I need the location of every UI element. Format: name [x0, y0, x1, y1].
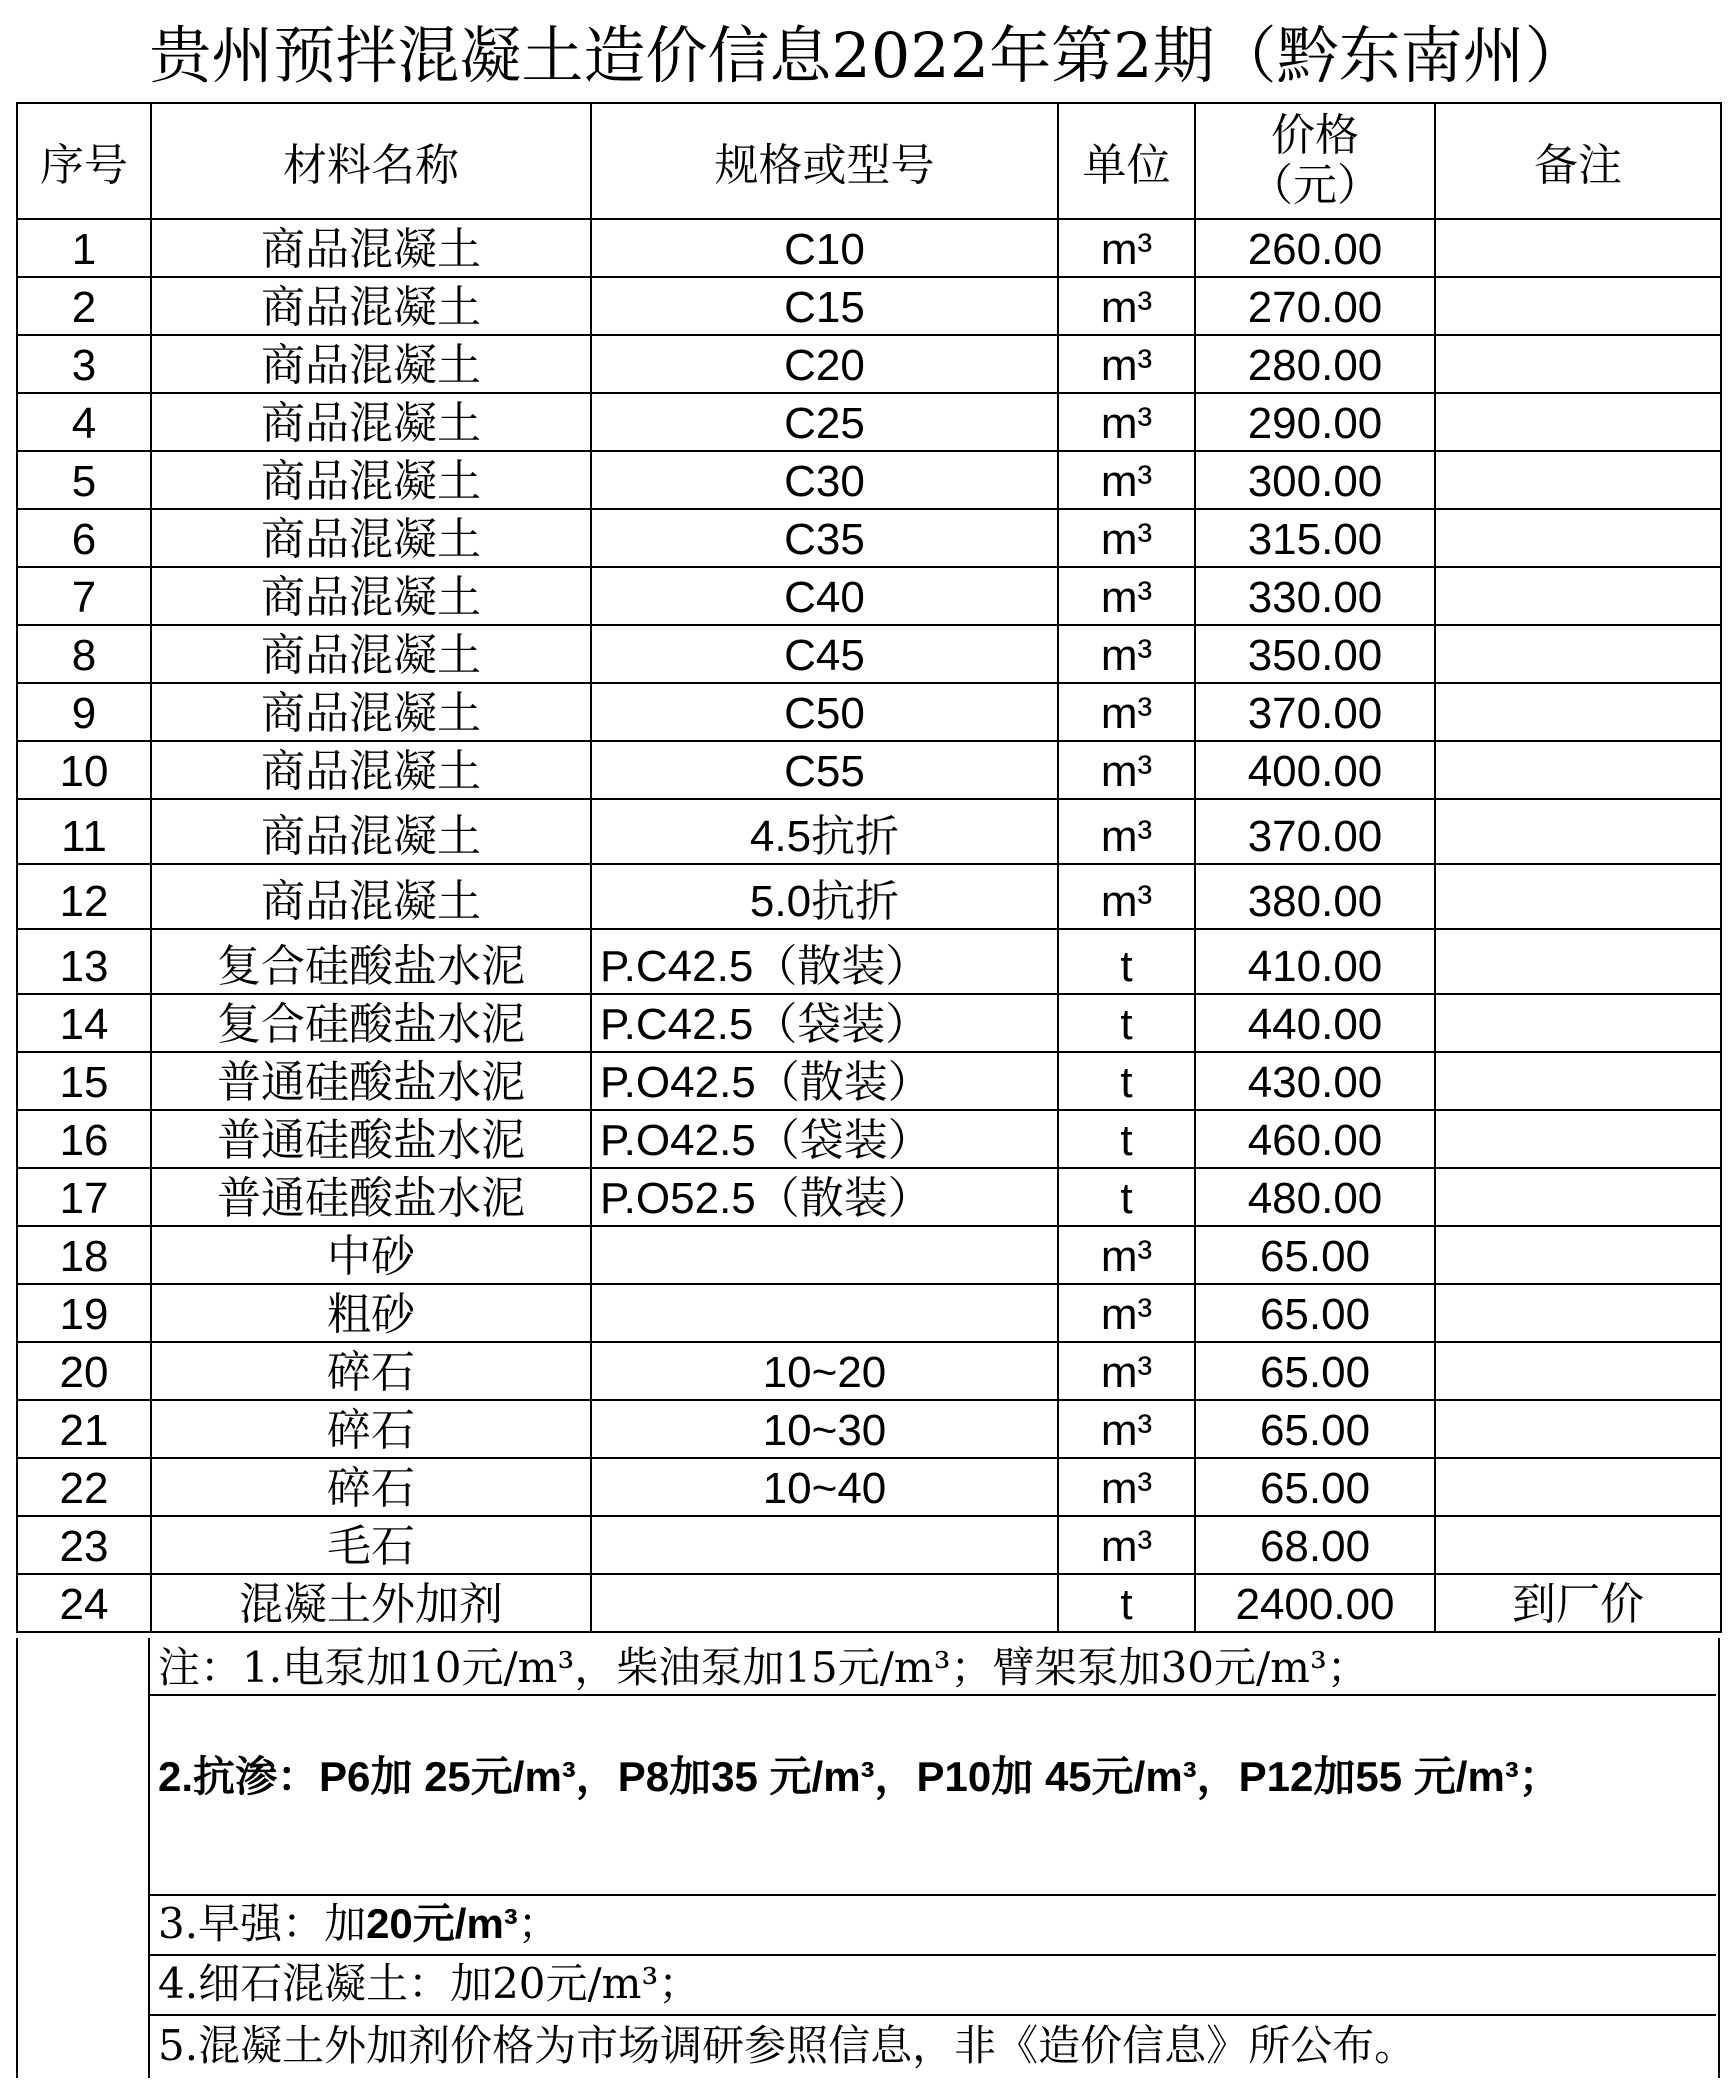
cell-remark	[1435, 277, 1721, 335]
header-price-line2: （元）	[1249, 160, 1381, 211]
cell-remark	[1435, 1284, 1721, 1342]
cell-index: 9	[17, 683, 151, 741]
cell-remark	[1435, 994, 1721, 1052]
cell-index: 6	[17, 509, 151, 567]
cell-name: 混凝土外加剂	[151, 1574, 591, 1632]
cell-name: 商品混凝土	[151, 393, 591, 451]
cell-unit: m³	[1058, 1284, 1195, 1342]
cell-unit: m³	[1058, 864, 1195, 929]
cell-name: 碎石	[151, 1400, 591, 1458]
table-row	[17, 1458, 1721, 1516]
cell-price: 440.00	[1195, 994, 1435, 1052]
notes-left-cell	[16, 1638, 150, 2078]
cell-index: 18	[17, 1226, 151, 1284]
cell-spec	[591, 1284, 1058, 1342]
header-name: 材料名称	[151, 103, 591, 219]
table-row	[17, 1342, 1721, 1400]
note-5: 5.混凝土外加剂价格为市场调研参照信息，非《造价信息》所公布。	[158, 2021, 1417, 2070]
cell-unit: m³	[1058, 1226, 1195, 1284]
cell-unit: m³	[1058, 451, 1195, 509]
cell-unit: m³	[1058, 1400, 1195, 1458]
table-row	[17, 277, 1721, 335]
cell-remark	[1435, 929, 1721, 994]
cell-index: 17	[17, 1168, 151, 1226]
cell-price: 380.00	[1195, 864, 1435, 929]
cell-price: 350.00	[1195, 625, 1435, 683]
cell-remark	[1435, 1458, 1721, 1516]
cell-remark	[1435, 1168, 1721, 1226]
cell-name: 商品混凝土	[151, 219, 591, 277]
price-table	[16, 102, 1722, 1633]
cell-spec: C45	[591, 625, 1058, 683]
cell-spec	[591, 1226, 1058, 1284]
cell-index: 15	[17, 1052, 151, 1110]
cell-spec: P.O42.5（袋装）	[591, 1110, 1058, 1168]
cell-name: 毛石	[151, 1516, 591, 1574]
cell-unit: m³	[1058, 335, 1195, 393]
cell-price: 270.00	[1195, 277, 1435, 335]
cell-name: 碎石	[151, 1342, 591, 1400]
cell-unit: m³	[1058, 567, 1195, 625]
table-row	[17, 1574, 1721, 1632]
cell-name: 普通硅酸盐水泥	[151, 1168, 591, 1226]
header-remark: 备注	[1435, 103, 1721, 219]
cell-remark	[1435, 864, 1721, 929]
header-index: 序号	[17, 103, 151, 219]
cell-name: 中砂	[151, 1226, 591, 1284]
cell-index: 19	[17, 1284, 151, 1342]
cell-price: 65.00	[1195, 1400, 1435, 1458]
cell-unit: m³	[1058, 799, 1195, 864]
cell-spec: 5.0抗折	[591, 864, 1058, 929]
cell-spec: C55	[591, 741, 1058, 799]
cell-price: 400.00	[1195, 741, 1435, 799]
page-title: 贵州预拌混凝土造价信息2022年第2期（黔东南州）	[149, 19, 1587, 92]
cell-index: 10	[17, 741, 151, 799]
cell-spec: C35	[591, 509, 1058, 567]
cell-name: 商品混凝土	[151, 625, 591, 683]
cell-name: 粗砂	[151, 1284, 591, 1342]
cell-price: 290.00	[1195, 393, 1435, 451]
cell-index: 7	[17, 567, 151, 625]
cell-index: 24	[17, 1574, 151, 1632]
cell-spec: C50	[591, 683, 1058, 741]
cell-price: 315.00	[1195, 509, 1435, 567]
cell-unit: m³	[1058, 683, 1195, 741]
cell-price: 2400.00	[1195, 1574, 1435, 1632]
cell-name: 复合硅酸盐水泥	[151, 994, 591, 1052]
cell-unit: m³	[1058, 1516, 1195, 1574]
table-row	[17, 799, 1721, 864]
header-unit: 单位	[1058, 103, 1195, 219]
table-header-row	[17, 103, 1721, 219]
cell-price: 65.00	[1195, 1284, 1435, 1342]
cell-remark	[1435, 799, 1721, 864]
table-row	[17, 1110, 1721, 1168]
cell-name: 商品混凝土	[151, 741, 591, 799]
note-3-amount: 20元/m³	[366, 1900, 518, 1947]
cell-name: 商品混凝土	[151, 799, 591, 864]
header-price-line1: 价格	[1271, 110, 1359, 161]
table-row	[17, 393, 1721, 451]
cell-index: 14	[17, 994, 151, 1052]
table-row	[17, 929, 1721, 994]
table-row	[17, 994, 1721, 1052]
cell-unit: m³	[1058, 1458, 1195, 1516]
cell-spec: C10	[591, 219, 1058, 277]
table-body	[17, 219, 1721, 1632]
table-row	[17, 1168, 1721, 1226]
cell-index: 23	[17, 1516, 151, 1574]
cell-price: 300.00	[1195, 451, 1435, 509]
cell-name: 商品混凝土	[151, 335, 591, 393]
cell-spec: 10~40	[591, 1458, 1058, 1516]
cell-price: 65.00	[1195, 1458, 1435, 1516]
cell-remark	[1435, 1110, 1721, 1168]
cell-remark	[1435, 1516, 1721, 1574]
cell-remark	[1435, 393, 1721, 451]
cell-remark	[1435, 335, 1721, 393]
cell-price: 260.00	[1195, 219, 1435, 277]
cell-index: 2	[17, 277, 151, 335]
cell-index: 16	[17, 1110, 151, 1168]
cell-spec: 10~20	[591, 1342, 1058, 1400]
cell-name: 普通硅酸盐水泥	[151, 1110, 591, 1168]
table-row	[17, 335, 1721, 393]
cell-price: 330.00	[1195, 567, 1435, 625]
cell-unit: m³	[1058, 741, 1195, 799]
cell-index: 11	[17, 799, 151, 864]
cell-remark	[1435, 625, 1721, 683]
cell-spec: P.O52.5（散装）	[591, 1168, 1058, 1226]
cell-remark	[1435, 219, 1721, 277]
note-3-suffix: ；	[517, 1899, 560, 1948]
cell-price: 460.00	[1195, 1110, 1435, 1168]
cell-index: 1	[17, 219, 151, 277]
cell-remark	[1435, 509, 1721, 567]
cell-index: 8	[17, 625, 151, 683]
cell-name: 商品混凝土	[151, 509, 591, 567]
cell-unit: m³	[1058, 1342, 1195, 1400]
cell-unit: m³	[1058, 219, 1195, 277]
table-row	[17, 1284, 1721, 1342]
notes-cell	[150, 1638, 1720, 2078]
cell-index: 21	[17, 1400, 151, 1458]
cell-spec	[591, 1516, 1058, 1574]
cell-unit: t	[1058, 1168, 1195, 1226]
cell-name: 商品混凝土	[151, 277, 591, 335]
table-row	[17, 625, 1721, 683]
note-4: 4.细石混凝土：加20元/m³；	[158, 1959, 701, 2008]
cell-unit: m³	[1058, 393, 1195, 451]
cell-unit: m³	[1058, 277, 1195, 335]
cell-remark	[1435, 1342, 1721, 1400]
table-row	[17, 741, 1721, 799]
note-3	[150, 1896, 1716, 1952]
cell-spec: C20	[591, 335, 1058, 393]
cell-unit: t	[1058, 1574, 1195, 1632]
cell-price: 410.00	[1195, 929, 1435, 994]
table-row	[17, 683, 1721, 741]
cell-name: 商品混凝土	[151, 683, 591, 741]
header-price	[1195, 103, 1435, 219]
cell-remark	[1435, 683, 1721, 741]
cell-price: 370.00	[1195, 799, 1435, 864]
table-row	[17, 1226, 1721, 1284]
cell-price: 280.00	[1195, 335, 1435, 393]
cell-remark	[1435, 1052, 1721, 1110]
cell-index: 12	[17, 864, 151, 929]
cell-spec: 10~30	[591, 1400, 1058, 1458]
table-row	[17, 451, 1721, 509]
cell-unit: t	[1058, 1110, 1195, 1168]
table-row	[17, 219, 1721, 277]
cell-name: 复合硅酸盐水泥	[151, 929, 591, 994]
cell-price: 430.00	[1195, 1052, 1435, 1110]
cell-index: 20	[17, 1342, 151, 1400]
cell-price: 65.00	[1195, 1226, 1435, 1284]
cell-spec: P.O42.5（散装）	[591, 1052, 1058, 1110]
notes-section	[16, 1638, 1720, 2078]
cell-index: 4	[17, 393, 151, 451]
cell-name: 商品混凝土	[151, 864, 591, 929]
header-spec: 规格或型号	[591, 103, 1058, 219]
cell-price: 68.00	[1195, 1516, 1435, 1574]
cell-name: 碎石	[151, 1458, 591, 1516]
cell-price: 370.00	[1195, 683, 1435, 741]
cell-remark	[1435, 741, 1721, 799]
cell-remark	[1435, 451, 1721, 509]
table-row	[17, 1400, 1721, 1458]
cell-spec	[591, 1574, 1058, 1632]
cell-spec: C25	[591, 393, 1058, 451]
note-1: 注：1.电泵加10元/m³，柴油泵加15元/m³；臂架泵加30元/m³；	[158, 1643, 1369, 1692]
cell-spec: P.C42.5（袋装）	[591, 994, 1058, 1052]
cell-remark	[1435, 567, 1721, 625]
cell-spec: C30	[591, 451, 1058, 509]
cell-remark: 到厂价	[1435, 1574, 1721, 1632]
cell-spec: P.C42.5（散装）	[591, 929, 1058, 994]
cell-name: 商品混凝土	[151, 567, 591, 625]
note-3-prefix: 3.早强：加	[158, 1899, 367, 1948]
cell-spec: C40	[591, 567, 1058, 625]
cell-unit: t	[1058, 929, 1195, 994]
cell-remark	[1435, 1400, 1721, 1458]
cell-index: 5	[17, 451, 151, 509]
table-row	[17, 1516, 1721, 1574]
cell-unit: m³	[1058, 625, 1195, 683]
cell-price: 65.00	[1195, 1342, 1435, 1400]
cell-index: 3	[17, 335, 151, 393]
cell-spec: 4.5抗折	[591, 799, 1058, 864]
cell-index: 22	[17, 1458, 151, 1516]
cell-price: 480.00	[1195, 1168, 1435, 1226]
note-2: 2.抗渗：P6加 25元/m³，P8加35 元/m³，P10加 45元/m³，P12加55 元/m³；	[158, 1753, 1561, 1800]
cell-remark	[1435, 1226, 1721, 1284]
table-row	[17, 864, 1721, 929]
table-row	[17, 567, 1721, 625]
cell-name: 普通硅酸盐水泥	[151, 1052, 591, 1110]
cell-unit: t	[1058, 994, 1195, 1052]
cell-unit: t	[1058, 1052, 1195, 1110]
cell-name: 商品混凝土	[151, 451, 591, 509]
cell-spec: C15	[591, 277, 1058, 335]
note-divider	[150, 1694, 1716, 1696]
cell-unit: m³	[1058, 509, 1195, 567]
table-row	[17, 509, 1721, 567]
table-row	[17, 1052, 1721, 1110]
cell-index: 13	[17, 929, 151, 994]
